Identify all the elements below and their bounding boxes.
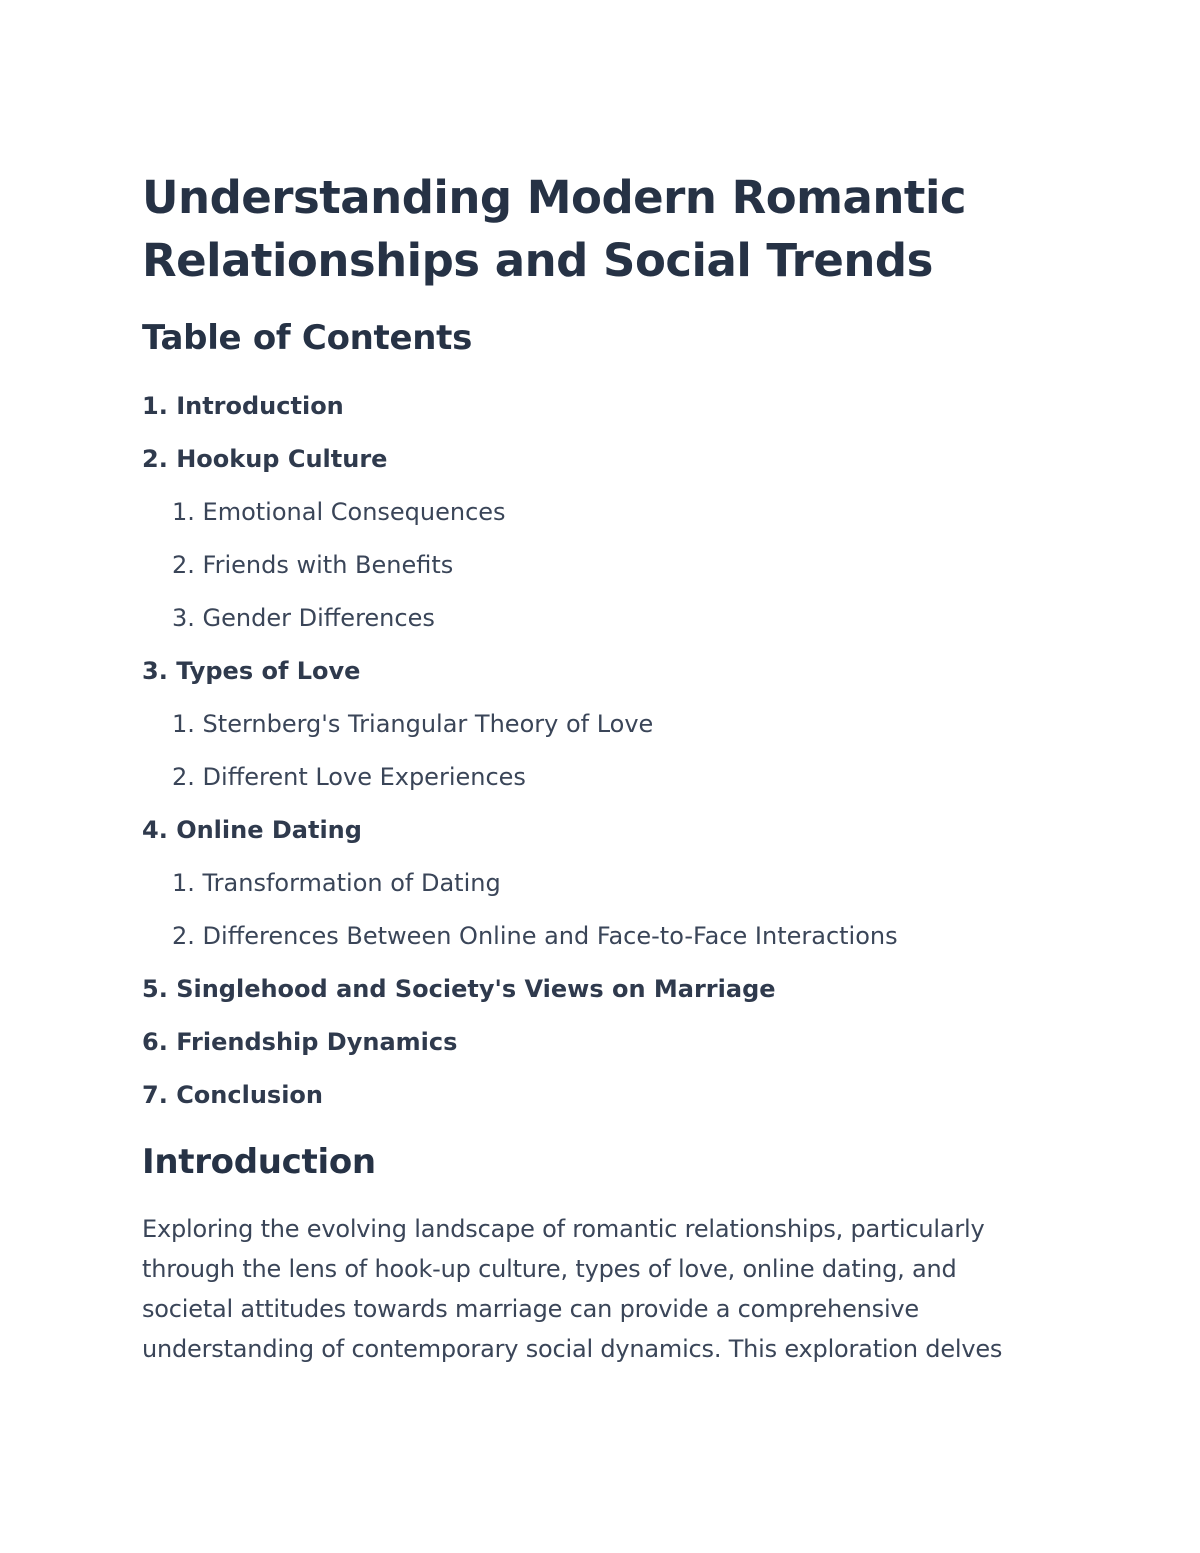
introduction-heading: Introduction <box>142 1142 376 1182</box>
toc-item-number: 7. <box>142 1081 168 1109</box>
toc-item-number: 1. <box>172 869 195 897</box>
toc-item-number: 1. <box>172 498 195 526</box>
toc-item-label: Online Dating <box>176 816 362 844</box>
toc-item-number: 4. <box>142 816 168 844</box>
toc-item-friendship-dynamics[interactable] <box>142 1020 457 1064</box>
toc-item-number: 2. <box>172 551 195 579</box>
toc-item-number: 6. <box>142 1028 168 1056</box>
toc-item-label: Introduction <box>176 392 344 420</box>
toc-item-hookup-culture[interactable] <box>142 437 387 481</box>
toc-item-label: Emotional Consequences <box>202 498 506 526</box>
toc-item-number: 2. <box>172 922 195 950</box>
toc-item-number: 1. <box>142 392 168 420</box>
toc-item-label: Hookup Culture <box>176 445 388 473</box>
toc-item-number: 3. <box>172 604 195 632</box>
toc-item-number: 3. <box>142 657 168 685</box>
toc-item-label: Sternberg's Triangular Theory of Love <box>202 710 654 738</box>
toc-item-online-dating[interactable] <box>142 808 362 852</box>
toc-item-label: Types of Love <box>176 657 361 685</box>
toc-item-types-of-love[interactable] <box>142 649 360 693</box>
toc-item-number: 2. <box>142 445 168 473</box>
toc-item-label: Singlehood and Society's Views on Marriage <box>176 975 776 1003</box>
toc-item-online-vs-face-to-face[interactable] <box>172 914 898 958</box>
toc-item-label: Differences Between Online and Face-to-Face Interactions <box>202 922 898 950</box>
toc-item-number: 2. <box>172 763 195 791</box>
document-title: Understanding Modern Romantic Relationships and Social Trends <box>142 171 967 287</box>
toc-item-number: 5. <box>142 975 168 1003</box>
toc-item-label: Transformation of Dating <box>202 869 501 897</box>
toc-item-transformation-of-dating[interactable] <box>172 861 501 905</box>
toc-item-different-love-experiences[interactable] <box>172 755 526 799</box>
introduction-paragraph: Exploring the evolving landscape of romantic relationships, particularly through the lens of hook-up culture, types of love, online dating, and societal attitudes towards marriage can provide a comprehensive understanding of contemporary social dynamics. This exploration delves <box>142 1215 1003 1363</box>
toc-item-friends-with-benefits[interactable] <box>172 543 453 587</box>
toc-item-emotional-consequences[interactable] <box>172 490 506 534</box>
toc-item-label: Conclusion <box>176 1081 323 1109</box>
toc-item-conclusion[interactable] <box>142 1073 323 1117</box>
toc-item-label: Friendship Dynamics <box>176 1028 458 1056</box>
toc-item-singlehood[interactable] <box>142 967 776 1011</box>
toc-item-sternbergs-theory[interactable] <box>172 702 653 746</box>
toc-item-gender-differences[interactable] <box>172 596 435 640</box>
toc-item-label: Different Love Experiences <box>202 763 526 791</box>
toc-item-label: Gender Differences <box>202 604 435 632</box>
toc-item-label: Friends with Benefits <box>202 551 454 579</box>
toc-item-introduction[interactable] <box>142 384 344 428</box>
toc-heading: Table of Contents <box>142 318 473 358</box>
toc-item-number: 1. <box>172 710 195 738</box>
